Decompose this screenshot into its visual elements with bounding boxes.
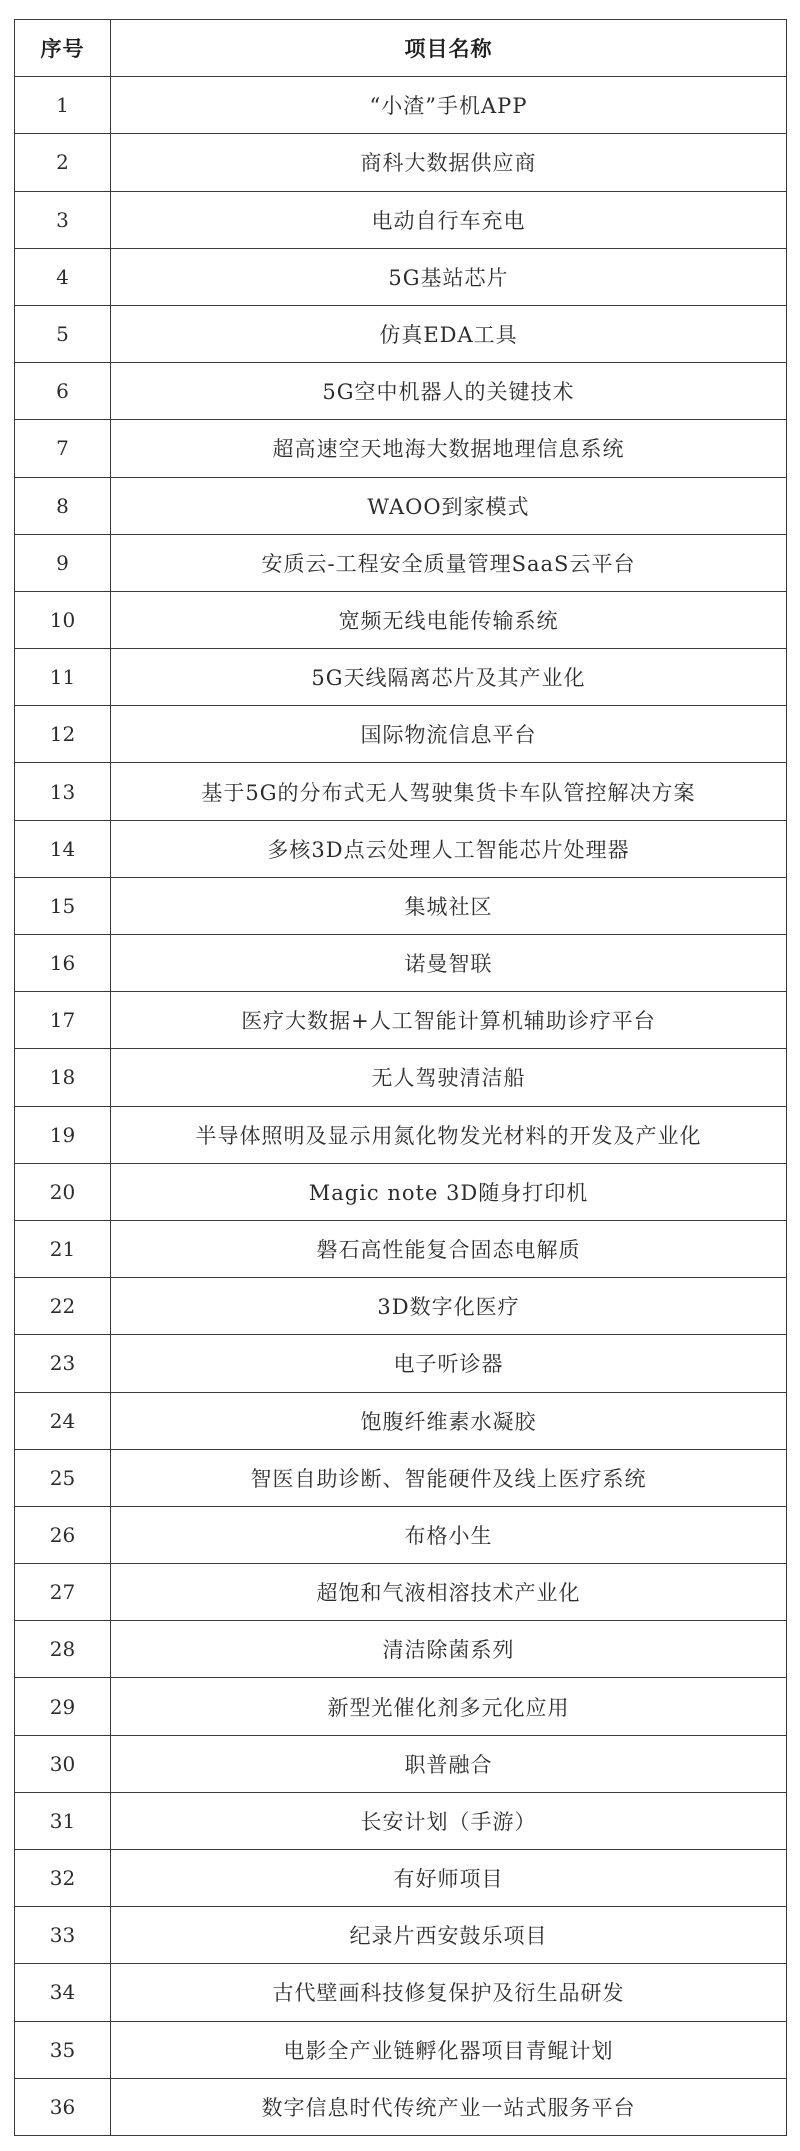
table-row: [15, 1049, 787, 1106]
row-number: 2: [15, 134, 111, 191]
table-row: [15, 1621, 787, 1678]
table-row: [15, 134, 787, 191]
row-number: 35: [15, 2021, 111, 2078]
row-number: 30: [15, 1735, 111, 1792]
row-number: 7: [15, 420, 111, 477]
row-number: 11: [15, 649, 111, 706]
project-name: 布格小生: [111, 1506, 787, 1563]
table-row: [15, 2021, 787, 2078]
row-number: 4: [15, 248, 111, 305]
header-number: 序号: [15, 20, 111, 77]
table-row: [15, 1964, 787, 2021]
project-name: 电子听诊器: [111, 1335, 787, 1392]
project-name: 商科大数据供应商: [111, 134, 787, 191]
table-row: [15, 77, 787, 134]
project-name: 电动自行车充电: [111, 191, 787, 248]
row-number: 33: [15, 1907, 111, 1964]
row-number: 8: [15, 477, 111, 534]
row-number: 24: [15, 1392, 111, 1449]
row-number: 1: [15, 77, 111, 134]
row-number: 34: [15, 1964, 111, 2021]
row-number: 19: [15, 1106, 111, 1163]
row-number: 21: [15, 1220, 111, 1277]
project-name: 饱腹纤维素水凝胶: [111, 1392, 787, 1449]
project-name: 长安计划（手游）: [111, 1792, 787, 1849]
row-number: 16: [15, 935, 111, 992]
project-name: WAOO到家模式: [111, 477, 787, 534]
project-table-container: [14, 19, 786, 2136]
project-name: 5G基站芯片: [111, 248, 787, 305]
project-name: 古代壁画科技修复保护及衍生品研发: [111, 1964, 787, 2021]
table-row: [15, 706, 787, 763]
table-row: [15, 1792, 787, 1849]
project-name: 仿真EDA工具: [111, 305, 787, 362]
project-name: 5G空中机器人的关键技术: [111, 363, 787, 420]
project-name: 安质云-工程安全质量管理SaaS云平台: [111, 534, 787, 591]
row-number: 3: [15, 191, 111, 248]
project-name: 超饱和气液相溶技术产业化: [111, 1564, 787, 1621]
table-body: [15, 77, 787, 2136]
project-name: 数字信息时代传统产业一站式服务平台: [111, 2078, 787, 2135]
row-number: 22: [15, 1278, 111, 1335]
project-name: 3D数字化医疗: [111, 1278, 787, 1335]
project-name: 纪录片西安鼓乐项目: [111, 1907, 787, 1964]
table-row: [15, 363, 787, 420]
table-row: [15, 820, 787, 877]
row-number: 18: [15, 1049, 111, 1106]
project-name: 基于5G的分布式无人驾驶集货卡车队管控解决方案: [111, 763, 787, 820]
row-number: 12: [15, 706, 111, 763]
table-row: [15, 1106, 787, 1163]
row-number: 25: [15, 1449, 111, 1506]
row-number: 13: [15, 763, 111, 820]
row-number: 29: [15, 1678, 111, 1735]
table-row: [15, 191, 787, 248]
project-name: 新型光催化剂多元化应用: [111, 1678, 787, 1735]
table-row: [15, 1392, 787, 1449]
table-row: [15, 649, 787, 706]
row-number: 23: [15, 1335, 111, 1392]
project-name: “小渣”手机APP: [111, 77, 787, 134]
project-name: 职普融合: [111, 1735, 787, 1792]
table-row: [15, 248, 787, 305]
project-name: 5G天线隔离芯片及其产业化: [111, 649, 787, 706]
project-name: 多核3D点云处理人工智能芯片处理器: [111, 820, 787, 877]
table-row: [15, 2078, 787, 2135]
table-row: [15, 591, 787, 648]
project-name: 集城社区: [111, 877, 787, 934]
row-number: 31: [15, 1792, 111, 1849]
table-row: [15, 420, 787, 477]
table-row: [15, 1735, 787, 1792]
table-row: [15, 1278, 787, 1335]
table-row: [15, 935, 787, 992]
row-number: 14: [15, 820, 111, 877]
table-row: [15, 1163, 787, 1220]
row-number: 6: [15, 363, 111, 420]
project-name: 有好师项目: [111, 1850, 787, 1907]
table-header-row: [15, 20, 787, 77]
project-name: Magic note 3D随身打印机: [111, 1163, 787, 1220]
project-table: [14, 19, 787, 2136]
row-number: 20: [15, 1163, 111, 1220]
table-row: [15, 763, 787, 820]
row-number: 5: [15, 305, 111, 362]
project-name: 宽频无线电能传输系统: [111, 591, 787, 648]
row-number: 32: [15, 1850, 111, 1907]
table-row: [15, 992, 787, 1049]
table-row: [15, 1220, 787, 1277]
table-row: [15, 1678, 787, 1735]
row-number: 28: [15, 1621, 111, 1678]
table-row: [15, 477, 787, 534]
table-row: [15, 1449, 787, 1506]
table-row: [15, 1850, 787, 1907]
table-row: [15, 534, 787, 591]
row-number: 9: [15, 534, 111, 591]
row-number: 36: [15, 2078, 111, 2135]
table-row: [15, 1564, 787, 1621]
row-number: 15: [15, 877, 111, 934]
table-row: [15, 1907, 787, 1964]
row-number: 26: [15, 1506, 111, 1563]
project-name: 诺曼智联: [111, 935, 787, 992]
project-name: 半导体照明及显示用氮化物发光材料的开发及产业化: [111, 1106, 787, 1163]
row-number: 17: [15, 992, 111, 1049]
project-name: 无人驾驶清洁船: [111, 1049, 787, 1106]
project-name: 超高速空天地海大数据地理信息系统: [111, 420, 787, 477]
project-name: 磐石高性能复合固态电解质: [111, 1220, 787, 1277]
project-name: 国际物流信息平台: [111, 706, 787, 763]
table-row: [15, 305, 787, 362]
header-project-name: 项目名称: [111, 20, 787, 77]
table-row: [15, 1506, 787, 1563]
project-name: 智医自助诊断、智能硬件及线上医疗系统: [111, 1449, 787, 1506]
table-row: [15, 1335, 787, 1392]
project-name: 医疗大数据+人工智能计算机辅助诊疗平台: [111, 992, 787, 1049]
project-name: 清洁除菌系列: [111, 1621, 787, 1678]
row-number: 10: [15, 591, 111, 648]
row-number: 27: [15, 1564, 111, 1621]
project-name: 电影全产业链孵化器项目青鲲计划: [111, 2021, 787, 2078]
table-row: [15, 877, 787, 934]
